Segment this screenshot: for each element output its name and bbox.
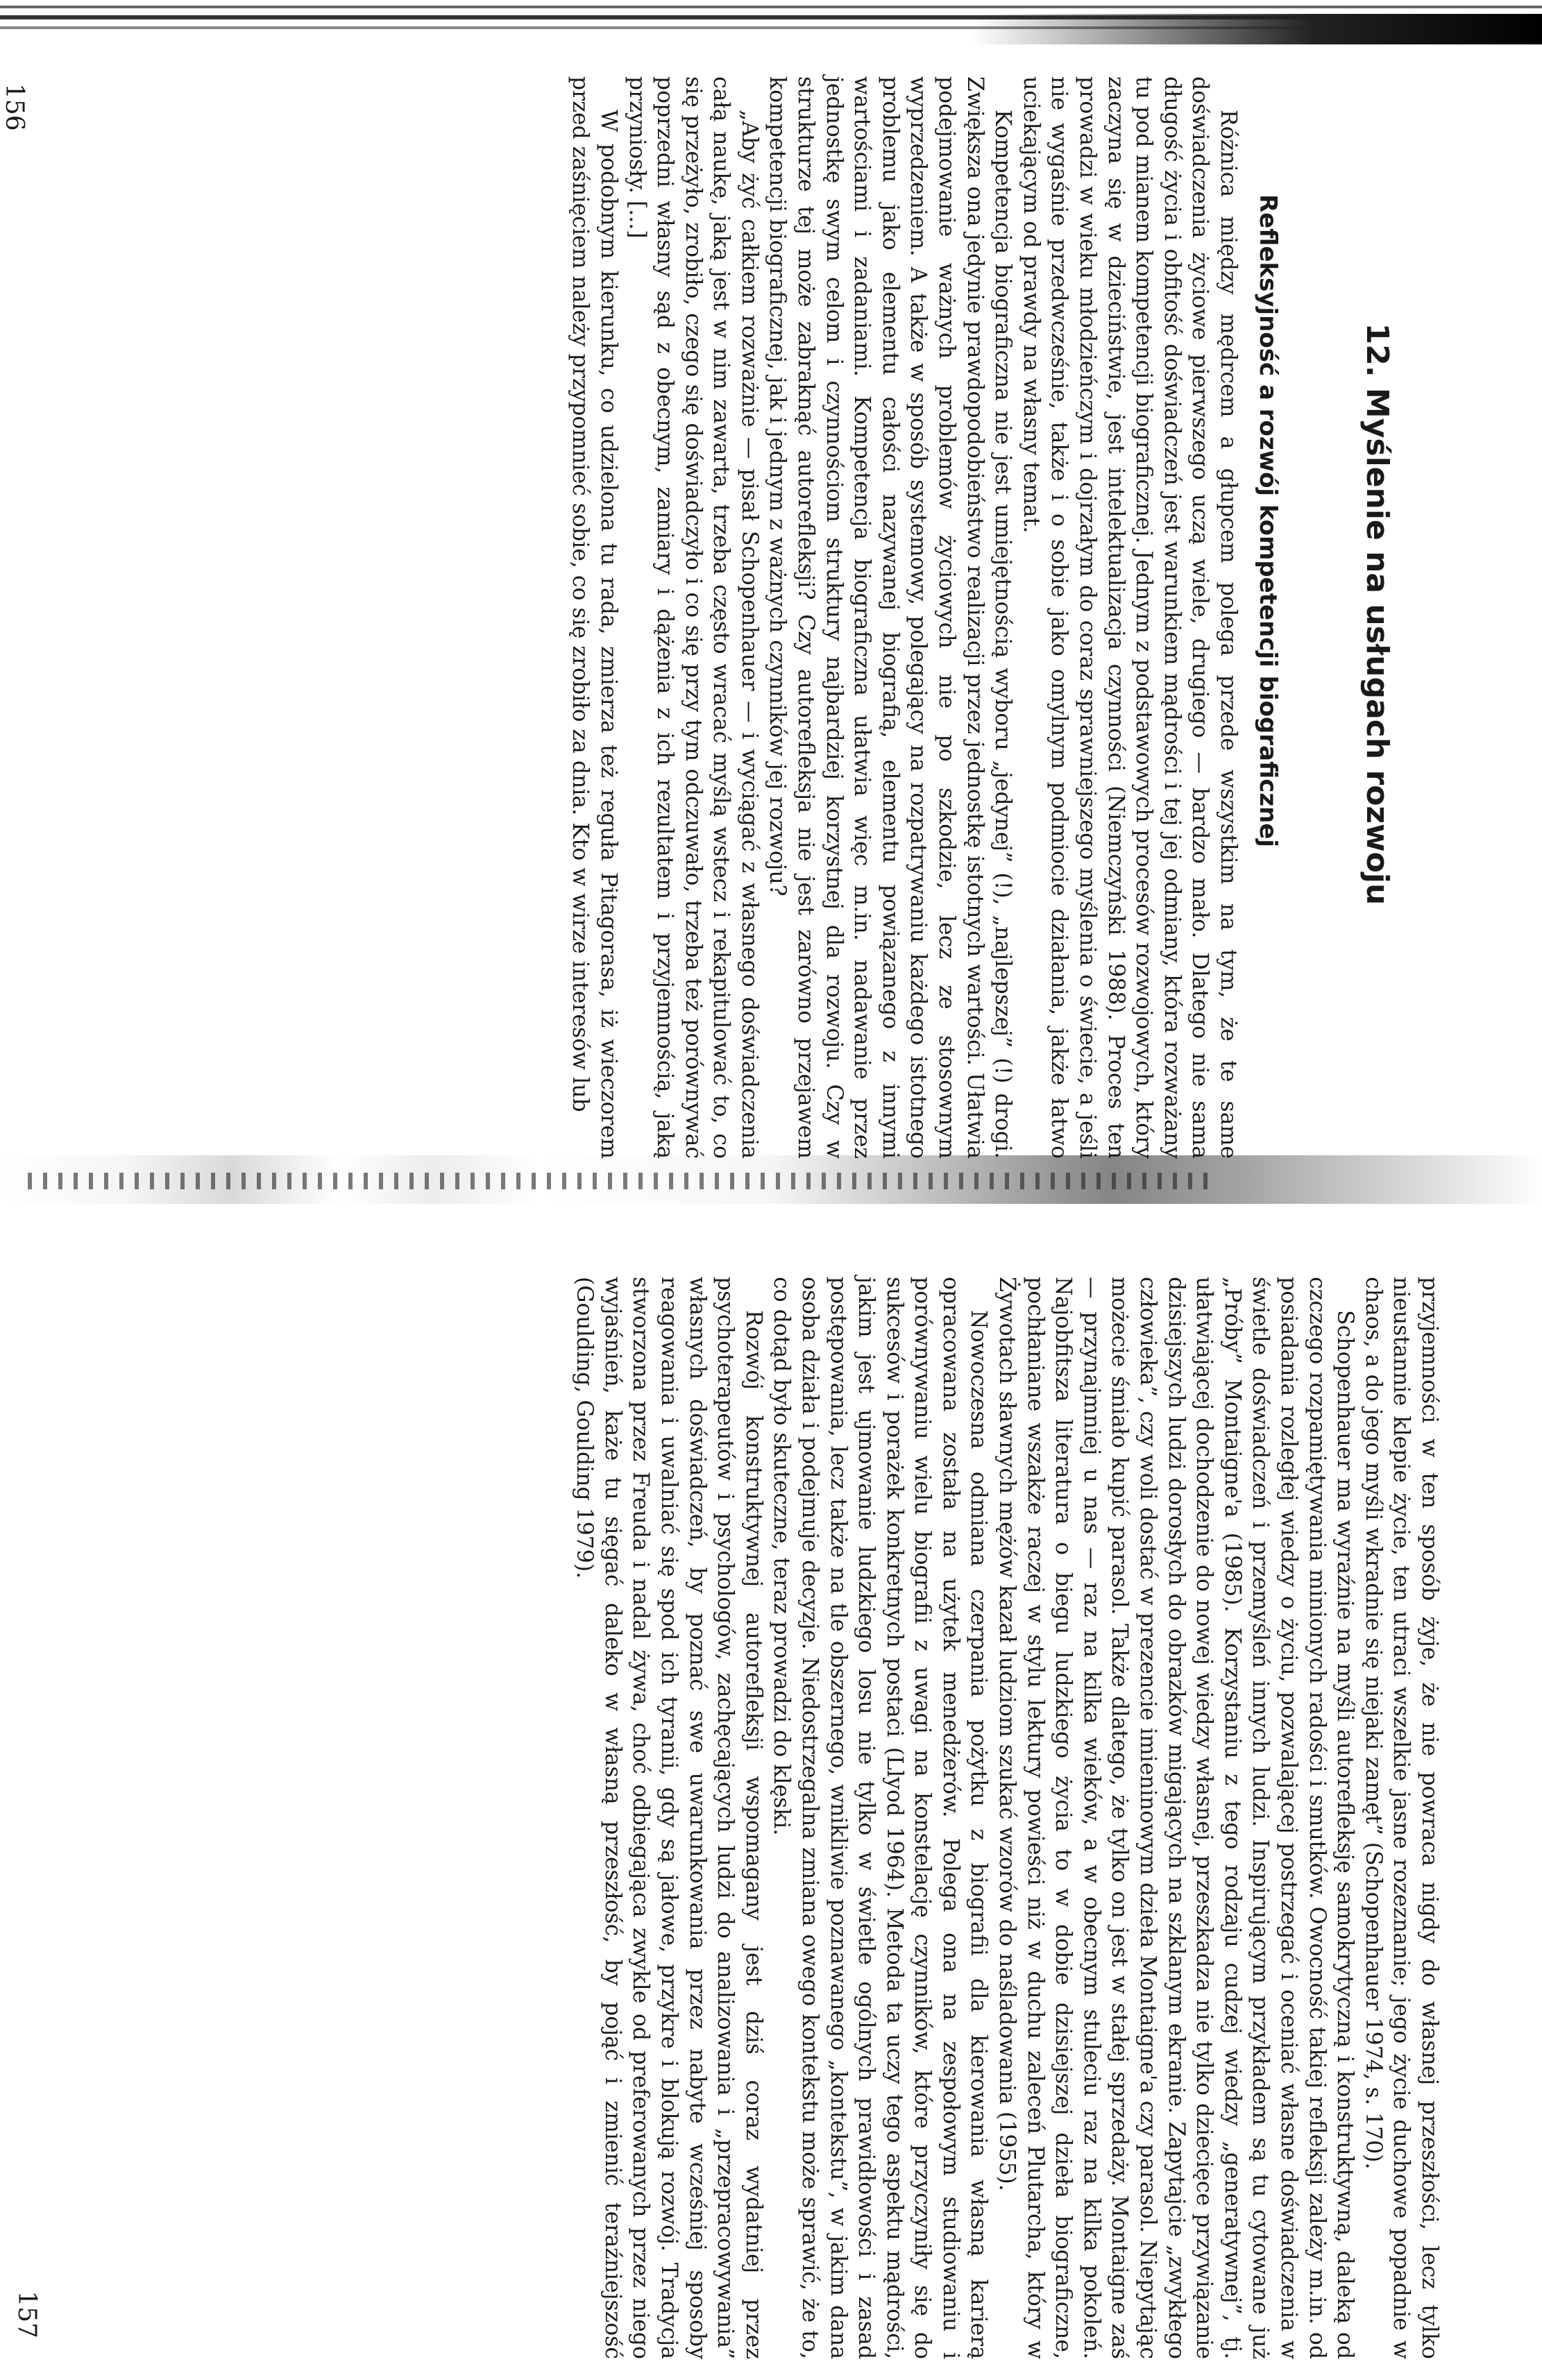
scan-edge-shadow xyxy=(972,14,1542,44)
page-number: 156 xyxy=(0,83,28,131)
paragraph: przyjemności w ten sposób żyje, że nie powraca nigdy do własnej przeszłości, lecz tylko nieustannie klepie życie, ten utraci wszelkie jasne rozeznanie; jego życie duchowe popadnie w chaos, a do jego myśli wkradnie się niejaki zamęt” (Schopenhauer 1974, s. 170). xyxy=(1360,1277,1442,2359)
page-157 xyxy=(7,1249,1443,2380)
page-156-text xyxy=(566,76,1242,1159)
page-number: 157 xyxy=(12,2290,41,2338)
paragraph: Schopenhauer ma wyraźnie na myśli autorefleksję samokrytyczną i konstruktywną, daleką od czczego rozpamiętywania minionych radości i smutków. Owocność takiej refleksji zależy m.in. od posiadania rozległej wiedzy o życiu, pozwalającej postrzegać i oceniać własne doświadczenia w świetle doświadczeń i przemyśleń innych ludzi. Inspirującym przykładem są tu cytowane już „Próby” Montaigne'a (1985). Korzystaniu z tego rodzaju cudzej wiedzy „generatywnej”, tj. ułatwiającej dochodzenie do nowej wiedzy własnej, przeszkadza nie tylko dziecięce przywiązanie dzisiejszych ludzi dorosłych do obrazków migających na szklanym ekranie. Zapytajcie „zwykłego człowieka”, czy woli dostać w prezencie imieninowym dzieła Montaigne'a czy parasol. Niepytając możecie śmiało kupić parasol. Także dlatego, że tylko on jest w stałej sprzedaży. Montaigne zaś — przynajmniej u nas — raz na kilka wieków, a w obecnym stuleciu raz na kilka pokoleń. Najobfitsza literatura o biegu ludzkiego życia to w dobie dzisiejszej dzieła biograficzne, pochłaniane wszakże raczej w stylu lektury powieści niż w duchu zaleceń Plutarcha, który w Żywotach sławnych mężów kazał ludziom szukać wzorów do naśladowania (1955). xyxy=(994,1277,1358,2359)
paragraph: Różnica między mędrcem a głupcem polega przede wszystkim na tym, że te same doświadczenia życiowe pierwszego uczą wiele, drugiego — bardzo mało. Dlatego nie sama długość życia i obfitość doświadczeń jest warunkiem mądrości i tej jej odmiany, która rozważany tu pod mianem kompetencji biograficznej. Jednym z podstawowych procesów rozwojowych, który zaczyna się w dzieciństwie, jest intelektualizacja czynności (Niemczyński 1988). Proces ten prowadzi w wieku młodzieńczym i dojrzałym do coraz sprawniejszego myślenia o świecie, a jeśli nie wygaśnie przedwcześnie, także i o sobie jako omylnym podmiocie działania, jakże łatwo uciekającym od prawdy na własny temat. xyxy=(1018,76,1241,1159)
paragraph: „Aby żyć całkiem rozważnie — pisał Schopenhauer — i wyciągać z własnego doświadczenia całą naukę, jaką jest w nim zawarta, trzeba często wracać myślą wstecz i rekapitulować to, co się przeżyło, zrobiło, czego się doświadczyło i co się przy tym odczuwało, trzeba też porównywać poprzedni własny sąd z obecnym, zamiary i dążenia z ich rezultatem i przyjemnością, jaką przyniosły. [...] xyxy=(624,76,762,1159)
paragraph: Rozwój konstruktywnej autorefleksji wspomagany jest dziś coraz wydatniej przez psychoterapeutów i psychologów, zachęcających ludzi do analizowania i „przepracowywania” własnych doświadczeń, by poznać swe uwarunkowania przez nabyte wcześniej sposoby reagowania i uwalniać się spod ich tyranii, gdy są jałowe, przykre i blokują rozwój. Tradycja stworzona przez Freuda i nadal żywa, choć odbiegająca zwykle od preferowanych przez niego wyjaśnień, każe tu sięgać daleko w własną przeszłość, by pojąć i zmienić teraźniejszość (Goulding, Goulding 1979). xyxy=(572,1277,766,2359)
section-title: Refleksyjność a rozwój kompetencji biograficznej xyxy=(1253,194,1282,848)
paragraph: W podobnym kierunku, co udzielona tu rada, zmierza też reguła Pitagorasa, iż wieczorem przed zaśnięciem należy przypomnieć sobie, co się zrobiło za dnia. Kto w wirze interesów lub xyxy=(568,76,621,1159)
paragraph: Nowoczesna odmiana czerpania pożytku z biografii dla kierowania własną karierą opracowana została na użytek menedżerów. Polega ona na zespołowym studiowaniu i porównywaniu wielu biografii z uwagi na konstelację czynników, które przyczyniły się do sukcesów i porażek konkretnych postaci (Llyod 1964). Metoda ta uczy tego aspektu mądrości, jakim jest ujmowanie ludzkiego losu nie tylko w świetle ogólnych prawidłowości i zasad postępowania, lecz także na tle obszernego, wnikliwie poznawanego „kontekstu”, w jakim dana osoba działa i podejmuje decyzje. Niedostrzegalna zmiana owego kontekstu może sprawić, że to, co dotąd było skuteczne, teraz prowadzi do klęski. xyxy=(769,1277,992,2359)
chapter-title: 12. Myślenie na usługach rozwoju xyxy=(1359,323,1395,906)
paragraph: Kompetencja biograficzna nie jest umiejętnością wyboru „jedynej” (!), „najlepszej” (!) drogi. Zwiększa ona jedynie prawdopodobieństwo realizacji przez jednostkę istotnych wartości. Ułatwia podejmowanie ważnych problemów życiowych nie po szkodzie, lecz ze stosownym wyprzedzeniem. A także w sposób systemowy, polegający na rozpatrywaniu każdego istotnego problemu jako elementu całości nazywanej biografią, elementu powiązanego z innymi wartościami i zadaniami. Kompetencja biograficzna ułatwia więc m.in. nadawanie przez jednostkę swym celom i czynnościom struktury najbardziej korzystnej dla rozwoju. Czy w strukturze tej może zabraknąć autorefleksji? Czy autorefleksja nie jest zarówno przejawem kompetencji biograficznej, jak i jednym z ważnych czynników jej rozwoju? xyxy=(765,76,1016,1159)
page-156 xyxy=(0,49,1416,1180)
page-157-text xyxy=(570,1277,1443,2359)
